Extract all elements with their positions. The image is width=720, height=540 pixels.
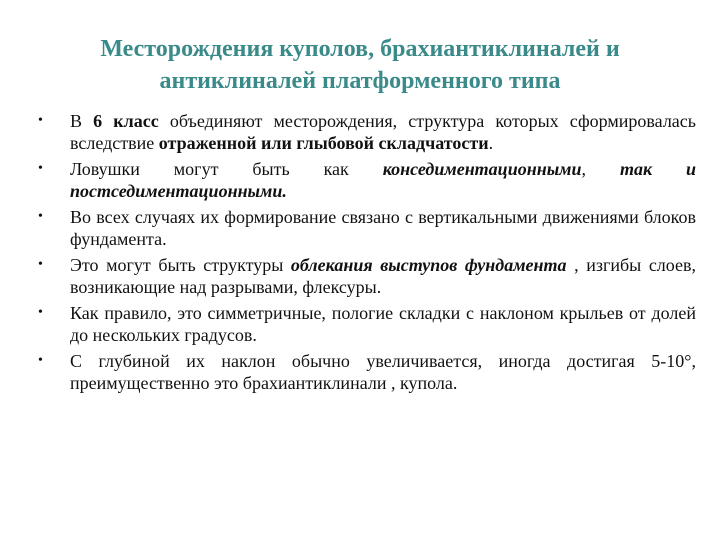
bullet-1-folding-emphasis: отраженной или глыбовой складчатости	[158, 133, 489, 153]
bullet-1-text-2: объединяют месторождения, структура которых сформировалась вследствие	[70, 111, 696, 153]
bullet-4-emphasis: облекания выступов фундамента	[290, 255, 567, 275]
bullet-item-4	[38, 254, 696, 298]
bullet-5-text: Как правило, это симметричные, пологие складки с наклоном крыльев от долей до нескольких градусов.	[70, 303, 696, 345]
bullet-dot-icon: •	[38, 257, 43, 272]
bullet-2-text-2: ,	[581, 159, 620, 179]
bullet-dot-icon: •	[38, 305, 43, 320]
bullet-4-text-1: Это могут быть структуры	[70, 255, 291, 275]
bullet-3-text: Во всех случаях их формирование связано с вертикальными движениями блоков фундамента.	[70, 207, 696, 249]
bullet-dot-icon: •	[38, 161, 43, 176]
bullet-item-1	[38, 110, 696, 154]
title-line-2: антиклиналей платформенного типа	[159, 68, 561, 94]
bullet-dot-icon: •	[38, 209, 43, 224]
bullet-4-text-2: , изгибы слоев, возникающие над разрывами, флексуры.	[70, 255, 696, 297]
bullet-1-text-3: .	[488, 133, 494, 153]
bullet-6-text: С глубиной их наклон обычно увеличивается, иногда достигая 5-10°, преимущественно это брахиантиклинали , купола.	[70, 351, 696, 393]
slide-title	[30, 33, 690, 97]
bullet-2-emphasis-1: конседиментационными	[382, 159, 582, 179]
bullet-1-class-emphasis: 6 класс	[93, 111, 159, 131]
bullet-2-text-1: Ловушки могут быть как	[70, 159, 383, 179]
bullet-1-text-1: В	[70, 111, 94, 131]
bullet-item-2	[38, 158, 696, 202]
bullet-item-3	[38, 206, 696, 250]
bullet-list	[38, 110, 696, 398]
bullet-item-5	[38, 302, 696, 346]
bullet-item-6	[38, 350, 696, 394]
bullet-dot-icon: •	[38, 113, 43, 128]
bullet-dot-icon: •	[38, 353, 43, 368]
bullet-2-emphasis-2: так и постседиментационными.	[70, 159, 696, 201]
title-line-1: Месторождения куполов, брахиантиклиналей и	[100, 36, 620, 62]
